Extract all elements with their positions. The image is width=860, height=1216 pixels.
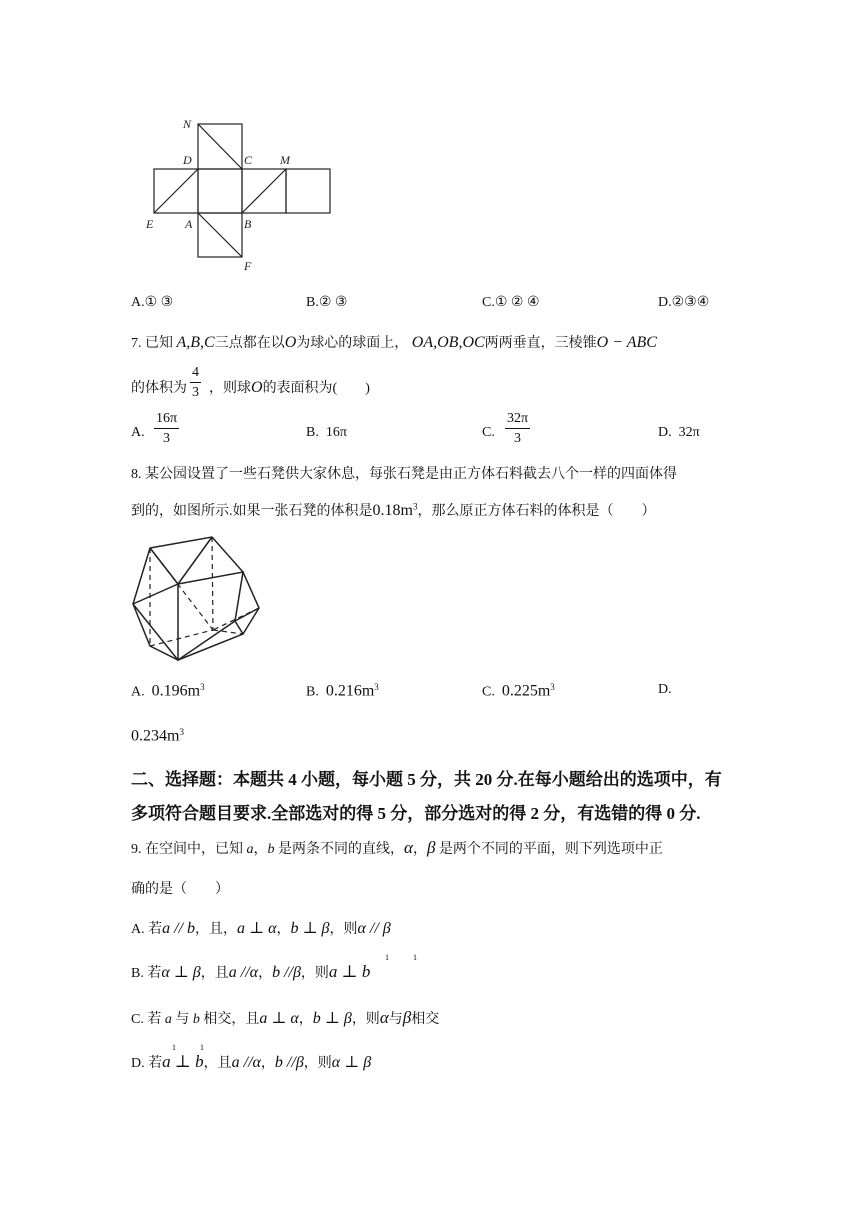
q7-option-a-fraction: $\frac{16\pi}{3}$ [156,411,178,446]
q9-b-tick-b: 1 [413,953,417,962]
q6-option-a[interactable]: A.① ③ [131,295,174,310]
q7-option-d[interactable]: D. 32π [658,425,700,440]
q7-stem-line2a: 的体积为 [131,381,187,396]
section2-heading-line2: 多项符合题目要求.全部选对的得 5 分，部分选对的得 2 分，有选错的得 0 分. [131,804,701,823]
q8-option-d-text[interactable]: $0.234m^3$ [131,727,184,745]
q8-option-c[interactable]: C. $0.225m^3$ [482,682,555,700]
label-E: E [146,217,154,231]
q7-stem-line2b: ，则球O的表面积为( ) [209,379,370,396]
q6-option-b[interactable]: B.② ③ [306,295,348,310]
q9-option-b[interactable]: B. 若α ⊥ β，且a //α，b //β，则a ⊥ b [131,962,371,981]
q7-option-b[interactable]: B. 16π [306,425,347,440]
label-N: N [183,117,192,131]
q9-option-a[interactable]: A. 若a // b，且，a ⊥ α，b ⊥ β，则α // β [131,920,391,937]
q8-option-a[interactable]: A. $0.196m^3$ [131,682,205,700]
stone-bench-figure [128,532,268,664]
q9-option-c[interactable]: C. 若 a 与 b 相交，且a ⊥ α，b ⊥ β，则α与β相交 [131,1008,440,1027]
label-A: A [185,217,193,231]
q9-option-d[interactable]: D. 若a ⊥ b，且a //α，b //β，则α ⊥ β [131,1052,372,1071]
q6-option-c[interactable]: C.① ② ④ [482,295,540,310]
label-F: F [244,259,252,272]
q8-stem-line1: 8. 某公园设置了一些石凳供大家休息，每张石凳是由正方体石料截去八个一样的四面体得 [131,467,677,482]
label-D: D [183,153,192,167]
q7-option-c-fraction: $\frac{32\pi}{3}$ [507,411,529,446]
q6-option-d[interactable]: D.②③④ [658,295,710,310]
q8-option-d-letter[interactable]: D. [658,682,672,697]
q8-option-b[interactable]: B. $0.216m^3$ [306,682,379,700]
q9-stem-line2: 确的是（ ） [131,882,229,897]
q9-b-tick-a: 1 [385,953,389,962]
q9-d-tick-a: 1 [172,1043,176,1052]
q9-stem-line1: 9. 在空间中，已知 a，b 是两条不同的直线，α，β 是两个不同的平面，则下列选项中正 [131,838,663,857]
label-C: C [244,153,253,167]
q8-stem-line2: 到的，如图所示.如果一张石凳的体积是$0.18m^3$，那么原正方体石料的体积是（ ） [131,501,656,519]
q7-volume-fraction: $\frac{4}{3}$ [192,365,199,400]
q9-d-tick-b: 1 [200,1043,204,1052]
label-B: B [244,217,252,231]
cube-net-figure [140,112,340,272]
q7-option-a-letter[interactable]: A. [131,425,145,440]
q7-option-c-letter[interactable]: C. [482,425,495,440]
section2-heading-line1: 二、选择题：本题共 4 小题，每小题 5 分，共 20 分.在每小题给出的选项中，有 [131,770,722,789]
q7-stem-line1: 7. 已知 A,B,C三点都在以O为球心的球面上， OA,OB,OC两两垂直，三棱锥O − ABC [131,334,657,351]
label-M: M [280,153,290,167]
